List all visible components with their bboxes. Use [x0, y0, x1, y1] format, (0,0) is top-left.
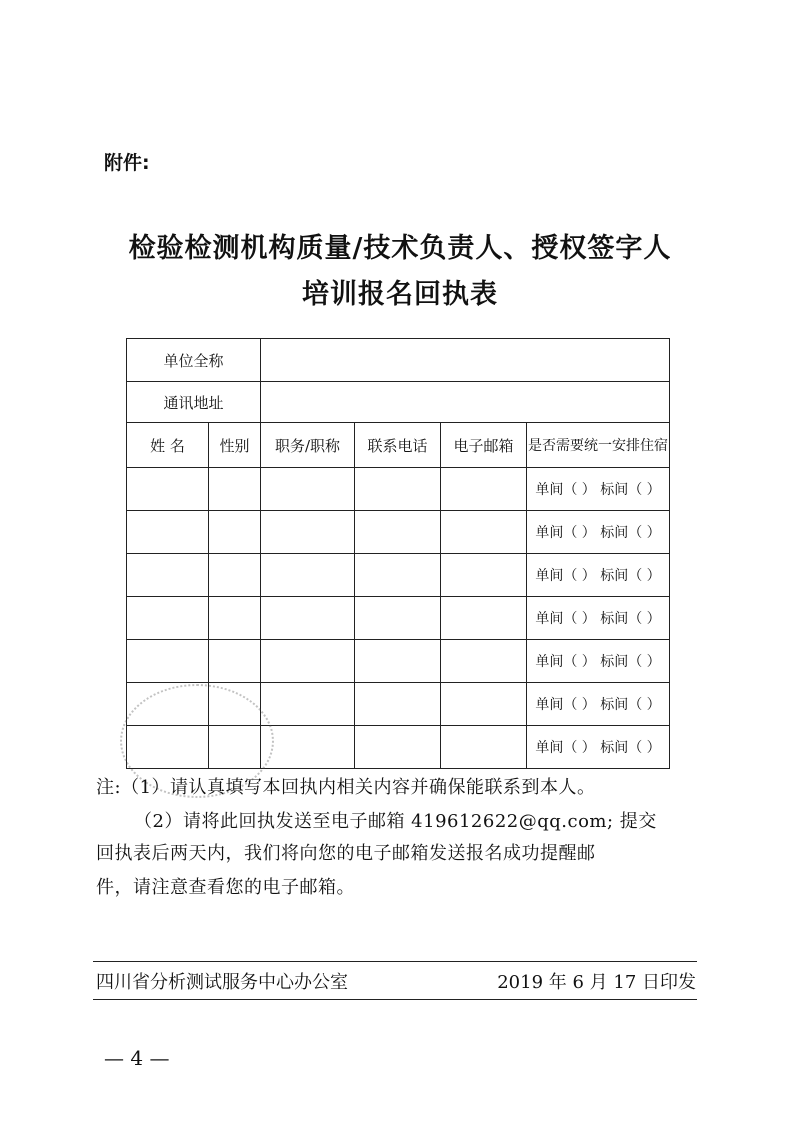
table-row [127, 640, 670, 683]
name-cell[interactable] [127, 640, 209, 683]
name-cell[interactable] [127, 511, 209, 554]
title-line-2: 培训报名回执表 [302, 279, 498, 310]
accommodation-option[interactable]: 单间（ ） 标间（ ） [527, 511, 670, 554]
email-cell[interactable] [441, 468, 527, 511]
title-line-1: 检验检测机构质量/技术负责人、授权签字人 [128, 233, 672, 264]
email-cell[interactable] [441, 554, 527, 597]
header-gender: 性别 [209, 423, 261, 468]
table-row [127, 468, 670, 511]
note-2: （2）请将此回执发送至电子邮箱 419612622@qq.com; 提交 [134, 811, 657, 832]
header-phone: 联系电话 [355, 423, 441, 468]
issuer: 四川省分析测试服务中心办公室 [96, 972, 348, 993]
accommodation-option[interactable]: 单间（ ） 标间（ ） [527, 597, 670, 640]
note-1: 注:（1）请认真填写本回执内相关内容并确保能联系到本人。 [96, 777, 596, 798]
phone-cell[interactable] [355, 640, 441, 683]
phone-cell[interactable] [355, 726, 441, 769]
header-email: 电子邮箱 [441, 423, 527, 468]
gender-cell[interactable] [209, 726, 261, 769]
header-name: 姓 名 [127, 423, 209, 468]
title-cell[interactable] [261, 511, 355, 554]
gender-cell[interactable] [209, 511, 261, 554]
title-cell[interactable] [261, 554, 355, 597]
email-cell[interactable] [441, 683, 527, 726]
title-cell[interactable] [261, 468, 355, 511]
table-row [127, 554, 670, 597]
gender-cell[interactable] [209, 468, 261, 511]
title-cell[interactable] [261, 726, 355, 769]
phone-cell[interactable] [355, 683, 441, 726]
page-number: — 4 — [104, 1046, 170, 1070]
phone-cell[interactable] [355, 597, 441, 640]
phone-cell[interactable] [355, 511, 441, 554]
accommodation-option[interactable]: 单间（ ） 标间（ ） [527, 554, 670, 597]
name-cell[interactable] [127, 726, 209, 769]
issue-date: 2019 年 6 月 17 日印发 [497, 972, 696, 993]
table-body [127, 468, 670, 769]
accommodation-option[interactable]: 单间（ ） 标间（ ） [527, 683, 670, 726]
table-row [127, 683, 670, 726]
header-title: 职务/职称 [261, 423, 355, 468]
title-cell[interactable] [261, 597, 355, 640]
attachment-label: 附件: [104, 152, 150, 174]
phone-cell[interactable] [355, 554, 441, 597]
header-accommodation: 是否需要统一安排住宿 [527, 423, 670, 468]
email-cell[interactable] [441, 640, 527, 683]
table-row [127, 597, 670, 640]
table-row [127, 726, 670, 769]
address-label: 通讯地址 [127, 382, 261, 423]
name-cell[interactable] [127, 468, 209, 511]
title-cell[interactable] [261, 683, 355, 726]
email-cell[interactable] [441, 511, 527, 554]
name-cell[interactable] [127, 597, 209, 640]
phone-cell[interactable] [355, 468, 441, 511]
email-cell[interactable] [441, 726, 527, 769]
gender-cell[interactable] [209, 640, 261, 683]
accommodation-option[interactable]: 单间（ ） 标间（ ） [527, 640, 670, 683]
accommodation-option[interactable]: 单间（ ） 标间（ ） [527, 726, 670, 769]
gender-cell[interactable] [209, 597, 261, 640]
accommodation-option[interactable]: 单间（ ） 标间（ ） [527, 468, 670, 511]
name-cell[interactable] [127, 554, 209, 597]
table-row [127, 511, 670, 554]
email-cell[interactable] [441, 597, 527, 640]
name-cell[interactable] [127, 683, 209, 726]
gender-cell[interactable] [209, 683, 261, 726]
footer-bottom-rule [93, 999, 697, 1000]
note-3: 回执表后两天内，我们将向您的电子邮箱发送报名成功提醒邮 [96, 843, 596, 864]
address-field[interactable] [261, 382, 670, 423]
gender-cell[interactable] [209, 554, 261, 597]
registration-table [126, 338, 670, 769]
title-cell[interactable] [261, 640, 355, 683]
note-4: 件，请注意查看您的电子邮箱。 [96, 877, 355, 898]
unit-name-label: 单位全称 [127, 339, 261, 382]
unit-name-field[interactable] [261, 339, 670, 382]
footer-top-rule [93, 961, 697, 962]
